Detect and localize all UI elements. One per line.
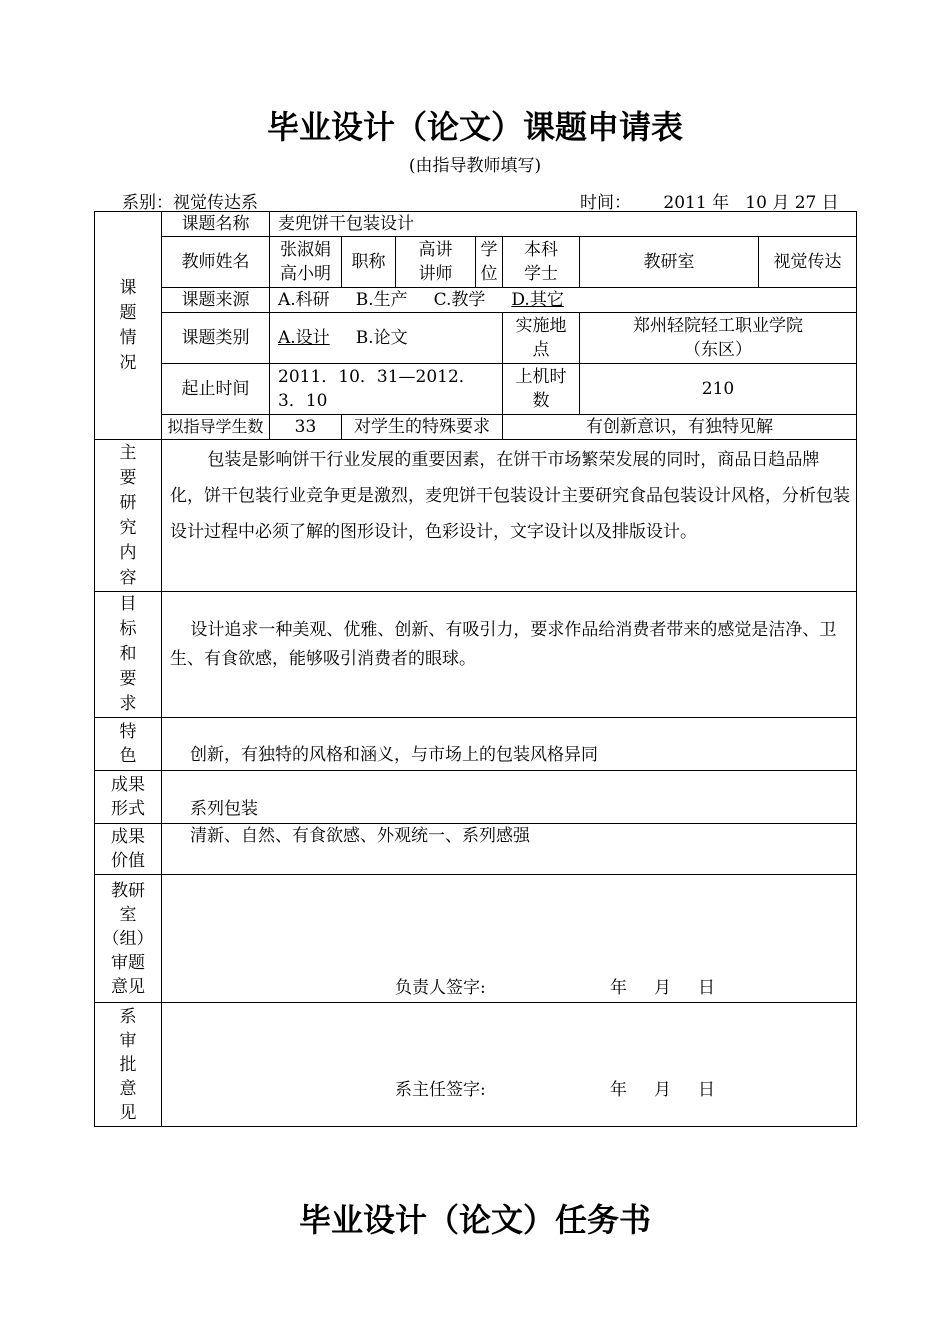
computer-hours-label: 上机时 数 [503,364,580,415]
dept-signature-line: 系主任签字: 年 月 日 [395,1080,716,1100]
selected-source: D.其它 [511,290,564,310]
topic-name-value: 麦兜饼干包装设计 [270,212,857,237]
computer-hours-value: 210 [580,364,857,415]
office-value: 视觉传达 [759,237,857,288]
teacher-names: 张淑娟 高小明 [270,237,342,288]
feature-label: 特 色 [95,718,162,771]
period-value: 2011．10．31—2012．3．10 [270,364,503,415]
goal-label: 目标和要求 [95,592,162,718]
feature-value: 创新，有独特的风格和涵义，与市场上的包装风格异同 [162,718,857,771]
location-value: 郑州轻院轻工职业学院 （东区） [580,313,857,364]
office-label: 教研室 [580,237,759,288]
result-form-value: 系列包装 [162,771,857,824]
topic-name-label: 课题名称 [162,212,270,237]
section-label: 课题情况 [95,212,162,440]
special-req-value: 有创新意识，有独特见解 [503,415,857,440]
content-label: 主要研究内容 [95,440,162,592]
task-book-title: 毕业设计（论文）任务书 [298,1201,651,1239]
period-label: 起止时间 [162,364,270,415]
type-label: 课题类别 [162,313,270,364]
office-signature-line: 负责人签字: 年 月 日 [395,978,716,998]
application-table [94,211,857,1127]
location-label: 实施地 点 [503,313,580,364]
type-options: A.设计 B.论文 [270,313,503,364]
degrees: 本科 学士 [503,237,580,288]
department-label: 系别：视觉传达系 [122,193,258,213]
result-value-label: 成果 价值 [95,824,162,875]
content-value: 包装是影响饼干行业发展的重要因素，在饼干市场繁荣发展的同时，商品日趋品牌化，饼干包装行业竞争更是激烈，麦兜饼干包装设计主要研究食品包装设计风格，分析包装设计过程中必须了解的图形设计，色彩设计，文字设计以及排版设计。 [162,440,857,592]
special-req-label: 对学生的特殊要求 [342,415,503,440]
dept-review-label: 系 审 批 意 见 [95,1003,162,1127]
page-title: 毕业设计（论文）课题申请表 [266,108,683,146]
goal-value: 设计追求一种美观、优雅、创新、有吸引力，要求作品给消费者带来的感觉是洁净、卫生、有食欲感，能够吸引消费者的眼球。 [162,592,857,718]
result-value-value: 清新、自然、有食欲感、外观统一、系列感强 [162,824,857,875]
selected-type: A.设计 [278,328,330,348]
result-form-label: 成果 形式 [95,771,162,824]
date-label: 时间： 2011 年 10 月 27 日 [580,193,839,213]
source-label: 课题来源 [162,288,270,313]
office-review-label: 教研 室 （组） 审题 意见 [95,875,162,1003]
office-review-area [162,875,857,1003]
source-options: A.科研 B.生产 C.教学 D.其它 [270,288,857,313]
title-label: 职称 [342,237,396,288]
students-label: 拟指导学生数 [162,415,270,440]
degree-label: 学 位 [476,237,503,288]
teacher-name-label: 教师姓名 [162,237,270,288]
dept-review-area [162,1003,857,1127]
titles: 高讲 讲师 [396,237,476,288]
page-subtitle: (由指导教师填写) [408,156,542,176]
students-value: 33 [270,415,342,440]
